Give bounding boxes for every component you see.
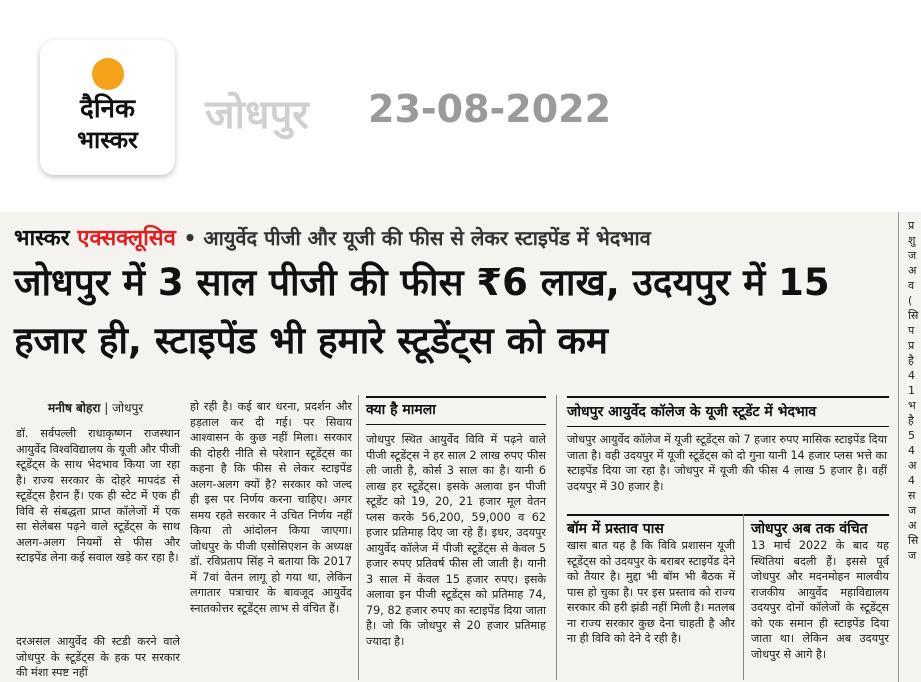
column-divider (898, 212, 899, 682)
column-rule (556, 395, 557, 680)
byline-city: जोधपुर (112, 401, 144, 415)
dainik-bhaskar-logo (40, 40, 175, 175)
body-column-1: डॉ. सर्वपल्ली राधाकृष्णन राजस्थान आयुर्वेद विश्वविद्यालय के यूजी और पीजी स्टूडेंट्स के साथ भेदभाव किया जा रहा है। राज्य सरकार के दोहरे मापदंड से स्टूडेंट्स हैरान हैं। एक ही स्टेट में एक ही विवि से संबद्धता प्राप्त कॉलेजों में एक सा सेलेबस पढ़ने वाले स्टूडेंट्स के साथ अलग-अलग नियमों से फीस और स्टाइपेंड लेना कई सवाल खड़े कर रहा है। (16, 427, 180, 564)
logo-line-2: भास्कर (77, 126, 138, 154)
edition-date: 23-08-2022 (368, 87, 612, 131)
column-rule (358, 395, 359, 680)
article-kicker (14, 222, 651, 252)
section-heading-ug: जोधपुर आयुर्वेद कॉलेज के यूजी स्टूडेंट में भेदभाव (567, 404, 817, 420)
edition-city: जोधपुर (205, 92, 309, 138)
section-text-ug: जोधपुर आयुर्वेद कॉलेज में यूजी स्टूडेंट्स को 7 हजार रुपए मासिक स्टाइपेंड दिया जाता है। वही उदयपुर में यूजी स्टूडेंट्स को दो गुना यानी 14 हजार प्लस भत्ते का स्टाइपेंड दिया जा रहा है। जोधपुर में यूजी की फीस 4 लाख 5 हजार है। वहीं उदयपुर में 30 हजार है। (567, 433, 887, 493)
body-column-2: हो रही है। कई बार धरना, प्रदर्शन और हड़ताल कर दी गई। पर सिवाय आश्वासन के कुछ नहीं मिला। सरकार की दोहरी नीति से परेशान स्टूडेंट्स का कहना है कि फीस से लेकर स्टाइपेंड अलग-अलग क्यों है? सरकार को जल्द ही इस पर निर्णय करना चाहिए। अगर समय रहते सरकार ने उचित निर्णय नहीं किया तो आंदोलन किया जाएगा। जोधपुर के पीजी एसोसिएशन के अध्यक्ष डॉ. रविप्रताप सिंह ने बताया कि 2017 में 7वां वेतन लागू हो गया था, लेकिन लगातार पत्राचार के बावजूद आयुर्वेद स्नातकोत्तर स्टूडेंट्स लाभ से वंचित हैं। (190, 400, 352, 615)
article-headline: जोधपुर में 3 साल पीजी की फीस ₹6 लाख, उदयपुर में 15 हजार ही, स्टाइपेंड भी हमारे स्टूडेंट्स को कम (14, 261, 830, 362)
section-text-vanchit: 13 मार्च 2022 के बाद यह स्थितियां बदली हैं। इससे पूर्व जोधपुर और मदनमोहन मालवीय राजकीय आयुर्वेद महाविद्यालय उदयपुर दोनों कॉलेजों के स्टूडेंट्स को एक समान ही स्टाइपेंड दिया जाता था। लेकिन अब उदयपुर जोधपुर से आगे है। (751, 539, 889, 661)
byline: मनीष बोहरा | जोधपुर (48, 401, 144, 415)
section-rule (366, 424, 546, 425)
section-text-mamla: जोधपुर स्थित आयुर्वेद विवि में पढ़ने वाले पीजी स्टूडेंट्स ने हर साल 2 लाख रुपए फीस ली जाती है, कोर्स 3 साल का है। यानी 6 लाख हर स्टूडेंट्स। इसके अलावा इन पीजी स्टूडेंट को 19, 20, 21 हजार मूल वेतन प्लस करके 56,200, 59,000 व 62 हजार प्रतिमाह दिए जा रहे हैं। इधर, उदयपुर आयुर्वेद कॉलेज में पीजी स्टूडेंट्स से केवल 5 हजार रुपए प्रतिवर्ष फीस ली जाती है। यानी 3 साल में केवल 15 हजार रुपए। इसके अलावा इन पीजी स्टूडेंट्स को प्रतिमाह 74, 79, 82 हजार रुपए का स्टाइपेंड दिया जाता है। जो कि जोधपुर से 20 हजार प्रतिमाह ज्यादा है। (366, 433, 546, 648)
sun-icon (92, 58, 124, 90)
column-rule (743, 514, 744, 680)
section-heading-mamla: क्या है मामला (366, 402, 436, 418)
adjacent-article-strip: प्र शु ज अ व ( सि प प्र है 4 1 भ है 5 4 अ 4 स ज अ सि ज (908, 219, 919, 562)
kicker-subtitle: • आयुर्वेद पीजी और यूजी की फीस से लेकर स्टाइपेंड में भेदभाव (183, 226, 651, 250)
kicker-exclusive: एक्सक्लूसिव (77, 226, 176, 251)
section-rule (567, 514, 889, 516)
kicker-brand: भास्कर (14, 226, 70, 251)
section-rule (567, 396, 889, 398)
section-heading-bom: बॉम में प्रस्ताव पास (567, 521, 664, 537)
logo-line-1: दैनिक (80, 94, 135, 124)
body-column-1-para-2: दरअसल आयुर्वेद की स्टडी करने वाले जोधपुर के स्टूडेंट्स के हक पर सरकार की मंशा स्पष्ट नहीं (16, 635, 180, 679)
section-rule (567, 426, 889, 427)
section-heading-vanchit: जोधपुर अब तक वंचित (751, 521, 868, 537)
byline-name: मनीष बोहरा (48, 401, 101, 415)
section-text-bom: खास बात यह है कि विवि प्रशासन यूजी स्टूडेंट्स को उदयपुर के बराबर स्टाइपेंड देने को तैयार है। मुद्दा भी बॉम भी बैठक में पास हो चुका है। पर इस प्रस्ताव को राज्य सरकार की हरी झंडी नहीं मिली है। मतलब ना राज्य सरकार कुछ देना चाहती है और ना ही विवि को देने दे रही है। (567, 539, 735, 645)
section-rule (366, 396, 546, 398)
